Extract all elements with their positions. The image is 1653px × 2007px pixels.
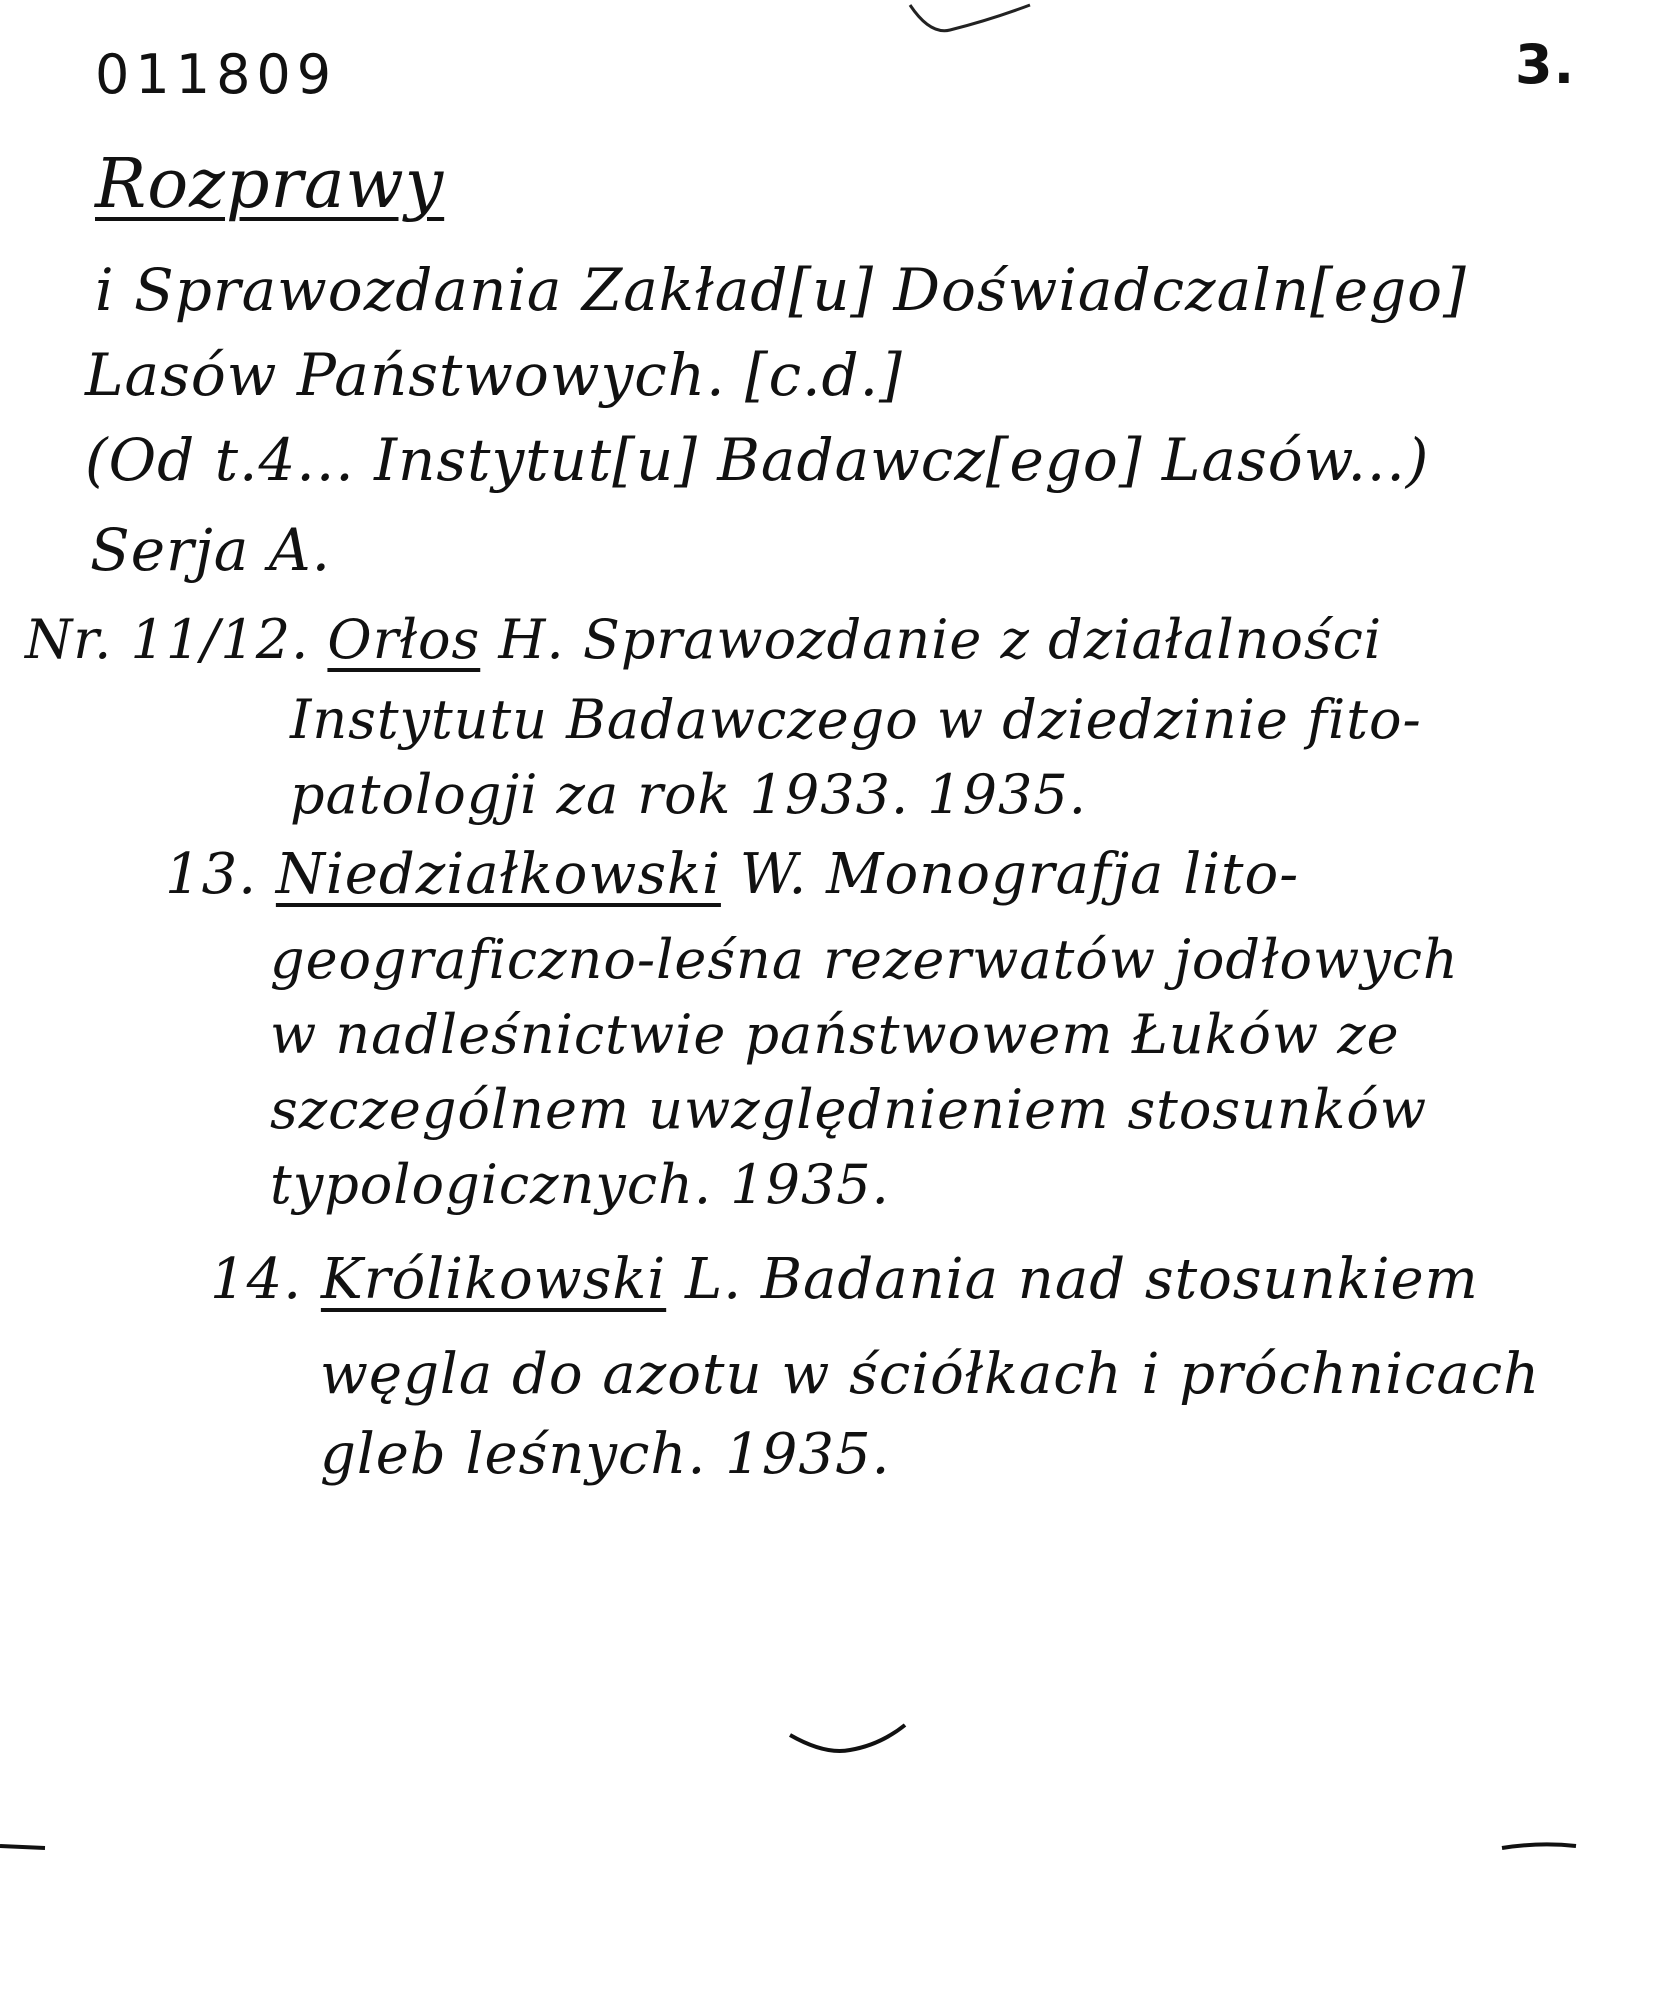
series-line-3: (Od t.4... Instytut[u] Badawcz[ego] Lasów...) <box>85 426 1430 494</box>
entry-initial: W. <box>739 842 808 907</box>
entry-author: Orłos <box>327 608 481 671</box>
entry-title-line: Sprawozdanie z działalności <box>582 608 1383 671</box>
entry-1-first-line <box>25 605 1382 675</box>
entry-2-first-line <box>165 840 1299 910</box>
scan-mark-bottom-right <box>1500 1838 1580 1854</box>
series-title: Rozprawy <box>95 145 445 224</box>
entry-2-line-4: szczególnem uwzględnieniem stosunków <box>270 1078 1428 1141</box>
entry-2-line-2: geograficzno-leśna rezerwatów jodłowych <box>270 928 1459 991</box>
series-line-1: i Sprawozdania Zakład[u] Doświadczaln[ego] <box>95 256 1467 324</box>
entry-number: 14. <box>210 1247 303 1312</box>
series-line-4: Serja A. <box>90 516 332 584</box>
catalog-number: 011809 <box>95 43 338 106</box>
entry-number: Nr. 11/12. <box>25 608 310 671</box>
entry-1-line-3: patologji za rok 1933. 1935. <box>290 763 1087 826</box>
scan-mark-bottom-center <box>780 1700 920 1760</box>
card-number: 3. <box>1515 33 1576 96</box>
series-line-2: Lasów Państwowych. [c.d.] <box>85 341 903 409</box>
entry-number: 13. <box>165 842 258 907</box>
entry-3-first-line <box>210 1245 1479 1315</box>
entry-3-line-2: węgla do azotu w ściółkach i próchnicach <box>320 1342 1541 1407</box>
entry-2-line-3: w nadleśnictwie państwowem Łuków ze <box>270 1003 1400 1066</box>
entry-author: Niedziałkowski <box>275 842 721 907</box>
entry-initial: L. <box>685 1247 742 1312</box>
entry-1-line-2: Instytutu Badawczego w dziedzinie fito- <box>290 688 1422 751</box>
scan-mark-bottom-left <box>0 1840 50 1852</box>
entry-author: Królikowski <box>320 1247 667 1312</box>
entry-3-line-3: gleb leśnych. 1935. <box>320 1422 891 1487</box>
entry-initial: H. <box>498 608 565 671</box>
entry-2-line-5: typologicznych. 1935. <box>270 1153 890 1216</box>
entry-title-line: Badania nad stosunkiem <box>760 1247 1479 1312</box>
entry-title-line: Monografja lito- <box>826 842 1300 907</box>
scan-mark-top <box>900 0 1040 45</box>
